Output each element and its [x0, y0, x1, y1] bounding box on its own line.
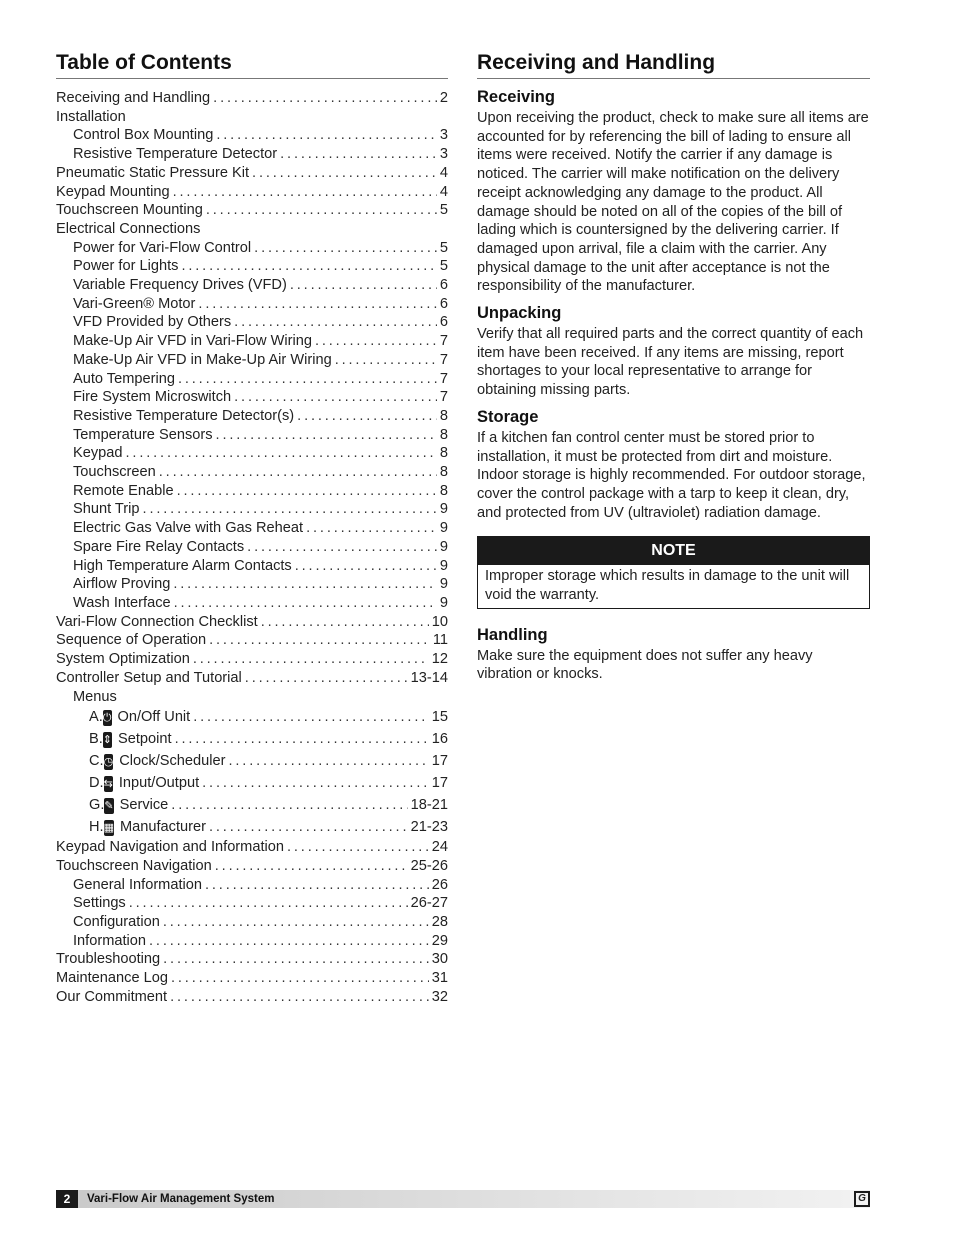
toc-entry-title: Vari-Green® Motor [73, 295, 196, 312]
setpoint-icon: ⇕ [102, 734, 113, 747]
toc-dot-leader [175, 728, 429, 750]
toc-entry-page: 10 [431, 613, 448, 630]
toc-entry-page: 9 [439, 501, 448, 518]
input-output-icon: ⇆ [103, 778, 113, 791]
toc-entry-title: Information [73, 932, 147, 949]
toc-menu-entry [56, 816, 448, 838]
unpacking-title: Unpacking [477, 304, 562, 323]
toc-entry-title: Clock/Scheduler [119, 753, 226, 770]
toc-entry [56, 894, 448, 913]
toc-entry-page: 17 [431, 753, 448, 770]
toc-entry-page: 21-23 [410, 819, 448, 836]
note-text: Improper storage which results in damage to the unit will void the warranty. [485, 568, 850, 604]
toc-entry-page: 8 [439, 426, 448, 443]
toc-dot-leader [171, 794, 407, 816]
toc-dot-leader [159, 463, 437, 482]
toc-entry [56, 276, 448, 295]
toc-entry-page: 25-26 [410, 857, 448, 874]
toc-entry [56, 838, 448, 857]
receiving-and-handling [477, 50, 870, 684]
toc-entry-page: 5 [439, 258, 448, 275]
toc-dot-leader [290, 276, 437, 295]
toc-entry [56, 407, 448, 426]
toc-entry-page: 3 [439, 127, 448, 144]
toc-entry [56, 183, 448, 202]
toc-entry [56, 594, 448, 613]
toc-entry [56, 482, 448, 501]
toc-menu-letter: H. [89, 819, 104, 836]
toc-entry-page: 8 [439, 445, 448, 462]
toc-dot-leader [295, 557, 437, 576]
toc-entry-title: Input/Output [118, 775, 200, 792]
toc-entry-title: Manufacturer [120, 819, 206, 836]
toc-entry [56, 688, 448, 707]
toc-entry-page: 9 [439, 557, 448, 574]
toc-entry-page: 11 [432, 632, 448, 649]
toc-entry-title: Electrical Connections [56, 220, 201, 237]
toc-entry-page: 26 [431, 876, 448, 893]
toc-entry [56, 295, 448, 314]
toc-dot-leader [234, 313, 437, 332]
toc-entry-page: 2 [439, 90, 448, 106]
toc-entry-title: High Temperature Alarm Contacts [73, 557, 292, 574]
toc-entry-title: Configuration [73, 914, 160, 931]
toc-entry-title: Keypad Mounting [56, 183, 170, 200]
toc-entry-title: Auto Tempering [73, 370, 175, 387]
toc-heading: Table of Contents [56, 50, 448, 79]
toc-entry-page: 26-27 [410, 895, 448, 912]
toc-entry-page: 18-21 [410, 797, 448, 814]
toc-entry [56, 332, 448, 351]
toc-entry [56, 988, 448, 1007]
toc-entry-title: Keypad [73, 445, 123, 462]
toc-dot-leader [335, 351, 437, 370]
toc-entry-page: 8 [439, 407, 448, 424]
toc-entry-title: Resistive Temperature Detector [73, 146, 278, 163]
toc-entry-title: General Information [73, 876, 202, 893]
receiving-title: Receiving [477, 88, 555, 106]
toc-dot-leader [254, 239, 437, 258]
toc-entry [56, 313, 448, 332]
toc-entry [56, 950, 448, 969]
toc-entry-title: Make-Up Air VFD in Vari-Flow Wiring [73, 333, 312, 350]
toc-dot-leader [287, 838, 429, 857]
toc-entry-title: Control Box Mounting [73, 127, 214, 144]
toc-entry-title: Receiving and Handling [56, 90, 211, 106]
toc-dot-leader [247, 538, 437, 557]
toc-entry [56, 108, 448, 127]
toc-entry-page: 6 [439, 314, 448, 331]
toc-menu-letter: A. [89, 709, 103, 726]
toc-menu-entry [56, 794, 448, 816]
toc-dot-leader [209, 816, 408, 838]
toc-dot-leader [215, 857, 408, 876]
toc-dot-leader [171, 969, 429, 988]
toc-entry-page: 24 [431, 839, 448, 856]
toc-dot-leader [181, 257, 436, 276]
manufacturer-icon: ▦ [103, 822, 114, 835]
toc-entry-title: Spare Fire Relay Contacts [73, 538, 245, 555]
toc-dot-leader [193, 706, 429, 728]
toc-dot-leader [129, 894, 408, 913]
toc-entry-page: 9 [439, 538, 448, 555]
toc-dot-leader [173, 183, 437, 202]
toc-entry-title: Menus [73, 688, 117, 705]
receiving-text: Upon receiving the product, check to make sure all items are accounted for by referencing the bill of lading to ensure all items were received. Notify the carrier if any damage is noticed. The carrier will make notification on the delivery receipt acknowledging any damage to the product. All damage should be noted on all of the copies of the bill of lading which is countersigned by the delivering carrier. If damaged upon arrival, file a claim with the carrier. Any physical damage to the unit after acceptance is not the responsibility of the manufacturer. [477, 110, 869, 295]
toc-dot-leader [143, 500, 437, 519]
toc-entry-page: 17 [431, 775, 448, 792]
toc-entry [56, 969, 448, 988]
toc-entry-title: Setpoint [118, 731, 172, 748]
toc-dot-leader [261, 613, 429, 632]
toc-menu-entry [56, 772, 448, 794]
page-footer [56, 1190, 870, 1208]
toc-entry-page: 3 [439, 146, 448, 163]
toc-entry-title: Electric Gas Valve with Gas Reheat [73, 520, 304, 537]
handling-section [477, 625, 870, 684]
toc-entry-title: Touchscreen [73, 464, 156, 481]
unpacking-text: Verify that all required parts and the correct quantity of each item have been received. If any items are missing, report shortages to your local representative to arrange for obtaining missing parts. [477, 326, 864, 399]
storage-section [477, 407, 870, 523]
toc-entry [56, 426, 448, 445]
toc-entry [56, 257, 448, 276]
toc-entry-page: 7 [439, 370, 448, 387]
handling-title: Handling [477, 625, 548, 644]
toc-dot-leader [315, 332, 437, 351]
toc-entry [56, 370, 448, 389]
toc-entry-title: Power for Lights [73, 258, 179, 275]
toc-dot-leader [178, 370, 437, 389]
toc-entry [56, 932, 448, 951]
toc-entry-page: 6 [439, 295, 448, 312]
toc-dot-leader [228, 750, 428, 772]
toc-entry-title: Touchscreen Mounting [56, 202, 203, 219]
toc-dot-leader [216, 126, 437, 145]
toc-entry-title: Touchscreen Navigation [56, 857, 212, 874]
toc-entry-page: 31 [431, 970, 448, 987]
toc-entry-page: 4 [439, 164, 448, 181]
toc-entry [56, 351, 448, 370]
toc-entry-page: 12 [431, 651, 448, 668]
toc-entry-title: Fire System Microswitch [73, 389, 232, 406]
toc-entry-title: Airflow Proving [73, 576, 171, 593]
toc-entry-page: 28 [431, 914, 448, 931]
storage-text: If a kitchen fan control center must be stored prior to installation, it must be protected from dirt and moisture. Indoor storage is highly recommended. For outdoor storage, cover the control package with a tarp to keep it clean, dry, and protected from UV (ultraviolet) radiation damage. [477, 429, 866, 521]
toc-entry [56, 89, 448, 108]
toc-dot-leader [202, 772, 429, 794]
toc-entry-page: 7 [439, 351, 448, 368]
toc-entry [56, 519, 448, 538]
toc-entry-page: 32 [431, 988, 448, 1005]
toc-menu-letter: B. [89, 731, 103, 748]
toc-entry [56, 463, 448, 482]
toc-dot-leader [245, 669, 408, 688]
toc-entry-page: 5 [439, 202, 448, 219]
toc-dot-leader [193, 650, 429, 669]
toc-entry [56, 650, 448, 669]
toc-dot-leader [198, 295, 436, 314]
note-box [477, 536, 870, 608]
toc-entry-page: 16 [431, 731, 448, 748]
toc-dot-leader [163, 950, 429, 969]
toc-entry [56, 388, 448, 407]
toc-dot-leader [163, 913, 429, 932]
toc-dot-leader [213, 89, 437, 108]
toc-menu-entry [56, 750, 448, 772]
clock-icon: ◷ [103, 756, 114, 769]
toc-entry-title: On/Off Unit [117, 709, 191, 726]
toc-entry [56, 500, 448, 519]
toc-entry-title: Variable Frequency Drives (VFD) [73, 277, 287, 294]
table-of-contents [56, 50, 448, 1007]
toc-entry [56, 575, 448, 594]
toc-dot-leader [126, 444, 437, 463]
toc-list [56, 89, 448, 1007]
toc-entry [56, 145, 448, 164]
handling-text: Make sure the equipment does not suffer any heavy vibration or knocks. [477, 647, 813, 683]
toc-entry-page: 7 [439, 333, 448, 350]
toc-dot-leader [306, 519, 437, 538]
toc-dot-leader [206, 201, 437, 220]
toc-dot-leader [174, 594, 437, 613]
receiving-section [477, 87, 870, 296]
toc-entry-page: 30 [431, 951, 448, 968]
footer-title: Vari-Flow Air Management System [87, 1193, 275, 1205]
toc-entry-title: Resistive Temperature Detector(s) [73, 407, 295, 424]
toc-entry-title: Keypad Navigation and Information [56, 839, 284, 856]
toc-entry-title: Vari-Flow Connection Checklist [56, 613, 258, 630]
toc-entry-title: Remote Enable [73, 482, 174, 499]
toc-entry [56, 669, 448, 688]
page-number: 2 [56, 1190, 78, 1208]
note-title: NOTE [478, 537, 869, 565]
toc-menu-entry [56, 728, 448, 750]
toc-entry [56, 126, 448, 145]
toc-entry-title: Make-Up Air VFD in Make-Up Air Wiring [73, 351, 332, 368]
toc-dot-leader [252, 164, 437, 183]
toc-entry-page: 9 [439, 520, 448, 537]
toc-dot-leader [170, 988, 429, 1007]
toc-entry [56, 164, 448, 183]
toc-entry-title: Settings [73, 895, 126, 912]
toc-entry-page: 5 [439, 239, 448, 256]
toc-entry-page: 15 [431, 709, 448, 726]
toc-entry-page: 8 [439, 482, 448, 499]
toc-entry-page: 7 [439, 389, 448, 406]
toc-entry-title: Power for Vari-Flow Control [73, 239, 252, 256]
toc-entry-title: VFD Provided by Others [73, 314, 232, 331]
toc-entry [56, 239, 448, 258]
toc-entry-page: 8 [439, 464, 448, 481]
toc-entry [56, 538, 448, 557]
unpacking-section [477, 303, 870, 400]
main-heading: Receiving and Handling [477, 50, 870, 79]
toc-entry-title: Our Commitment [56, 988, 168, 1005]
toc-dot-leader [205, 876, 429, 895]
toc-dot-leader [177, 482, 437, 501]
toc-entry [56, 201, 448, 220]
toc-dot-leader [297, 407, 437, 426]
toc-menu-letter: D. [89, 775, 104, 792]
storage-title: Storage [477, 407, 539, 426]
toc-entry-title: Service [119, 797, 169, 814]
toc-entry [56, 444, 448, 463]
toc-entry-title: Wash Interface [73, 594, 171, 611]
toc-menu-letter: G. [89, 797, 105, 814]
toc-entry-title: Installation [56, 108, 126, 125]
toc-entry-page: 13-14 [410, 669, 448, 686]
toc-entry-title: Sequence of Operation [56, 632, 207, 649]
toc-dot-leader [209, 631, 430, 650]
toc-entry [56, 557, 448, 576]
toc-dot-leader [173, 575, 437, 594]
toc-entry [56, 631, 448, 650]
toc-menu-letter: C. [89, 753, 104, 770]
toc-entry-title: Shunt Trip [73, 501, 140, 518]
toc-entry-title: Controller Setup and Tutorial [56, 669, 242, 686]
toc-entry-page: 9 [439, 576, 448, 593]
toc-menu-entry [56, 706, 448, 728]
toc-entry-title: Temperature Sensors [73, 426, 213, 443]
toc-entry [56, 913, 448, 932]
greenheck-logo-icon: G [854, 1191, 870, 1207]
toc-entry-title: Pneumatic Static Pressure Kit [56, 164, 250, 181]
toc-entry-title: System Optimization [56, 651, 190, 668]
toc-entry [56, 857, 448, 876]
toc-entry-page: 29 [431, 932, 448, 949]
toc-entry [56, 220, 448, 239]
toc-entry-title: Maintenance Log [56, 970, 168, 987]
toc-dot-leader [280, 145, 437, 164]
toc-dot-leader [149, 932, 429, 951]
toc-dot-leader [234, 388, 437, 407]
toc-entry-page: 6 [439, 277, 448, 294]
toc-entry-title: Troubleshooting [56, 951, 161, 968]
toc-entry-page: 4 [439, 183, 448, 200]
toc-dot-leader [216, 426, 437, 445]
toc-entry-page: 9 [439, 594, 448, 611]
toc-entry [56, 876, 448, 895]
toc-entry [56, 613, 448, 632]
service-icon: ✎ [104, 800, 114, 813]
power-icon: ⏻ [102, 712, 112, 725]
